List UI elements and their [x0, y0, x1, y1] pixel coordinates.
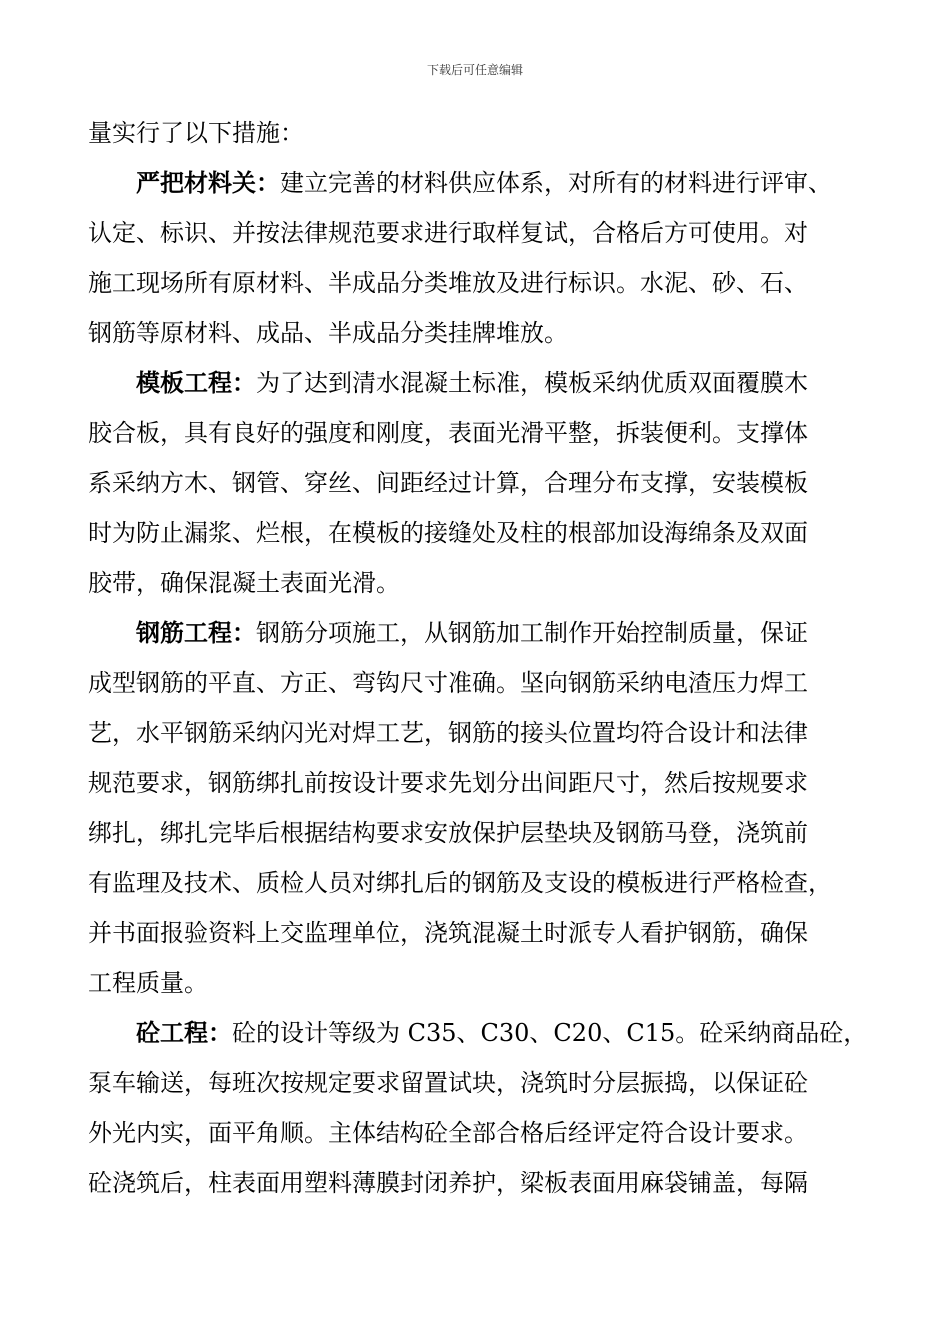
section-heading: 砼工程：: [136, 1018, 232, 1047]
paragraph-text: 砼的设计等级为 C35、C30、C20、C15。砼采纳商品砼，: [232, 1019, 868, 1047]
paragraph-line: 施工现场所有原材料、半成品分类堆放及进行标识。水泥、砂、石、: [88, 269, 808, 297]
paragraph-text: 钢筋分项施工，从钢筋加工制作开始控制质量，保证: [256, 619, 808, 647]
paragraph-line: 成型钢筋的平直、方正、弯钩尺寸准确。坚向钢筋采纳电渣压力焊工: [88, 669, 808, 697]
paragraph-text: 建立完善的材料供应体系，对所有的材料进行评审、: [280, 169, 832, 197]
paragraph-line: 有监理及技术、质检人员对绑扎后的钢筋及支设的模板进行严格检查，: [88, 869, 832, 897]
paragraph-line: 时为防止漏浆、烂根，在模板的接缝处及柱的根部加设海绵条及双面: [88, 519, 808, 547]
paragraph-line: 胶带，确保混凝土表面光滑。: [88, 569, 400, 597]
paragraph-line: [88, 1008, 868, 1058]
paragraph-text: 为了达到清水混凝土标准，模板采纳优质双面覆膜木: [256, 369, 808, 397]
paragraph-line: 胶合板，具有良好的强度和刚度，表面光滑平整，拆装便利。支撑体: [88, 419, 808, 447]
paragraph-line: 外光内实，面平角顺。主体结构砼全部合格后经评定符合设计要求。: [88, 1119, 808, 1147]
intro-line: 量实行了以下措施：: [88, 119, 304, 147]
paragraph-line: 系采纳方木、钢管、穿丝、间距经过计算，合理分布支撑，安装模板: [88, 469, 808, 497]
paragraph-line: [88, 358, 864, 408]
paragraph-line: 认定、标识、并按法律规范要求进行取样复试，合格后方可使用。对: [88, 219, 808, 247]
section-heading: 模板工程：: [136, 368, 256, 397]
paragraph-line: 规范要求，钢筋绑扎前按设计要求先划分出间距尺寸，然后按规要求: [88, 769, 808, 797]
paragraph-line: 工程质量。: [88, 969, 208, 997]
paragraph-line: [88, 158, 864, 208]
paragraph-line: [88, 608, 864, 658]
paragraph-line: 艺，水平钢筋采纳闪光对焊工艺，钢筋的接头位置均符合设计和法律: [88, 719, 808, 747]
page-header: 下载后可任意编辑: [426, 63, 523, 77]
document-body: [88, 108, 868, 1208]
paragraph-line: 泵车输送，每班次按规定要求留置试块，浇筑时分层振捣，以保证砼: [88, 1069, 808, 1097]
paragraph-line: 并书面报验资料上交监理单位，浇筑混凝土时派专人看护钢筋，确保: [88, 919, 808, 947]
section-heading: 严把材料关：: [136, 168, 280, 197]
paragraph-line: 钢筋等原材料、成品、半成品分类挂牌堆放。: [88, 319, 568, 347]
paragraph-line: 砼浇筑后，柱表面用塑料薄膜封闭养护，梁板表面用麻袋铺盖，每隔: [88, 1169, 808, 1197]
paragraph-line: 绑扎，绑扎完毕后根据结构要求安放保护层垫块及钢筋马登，浇筑前: [88, 819, 808, 847]
section-heading: 钢筋工程：: [136, 618, 256, 647]
